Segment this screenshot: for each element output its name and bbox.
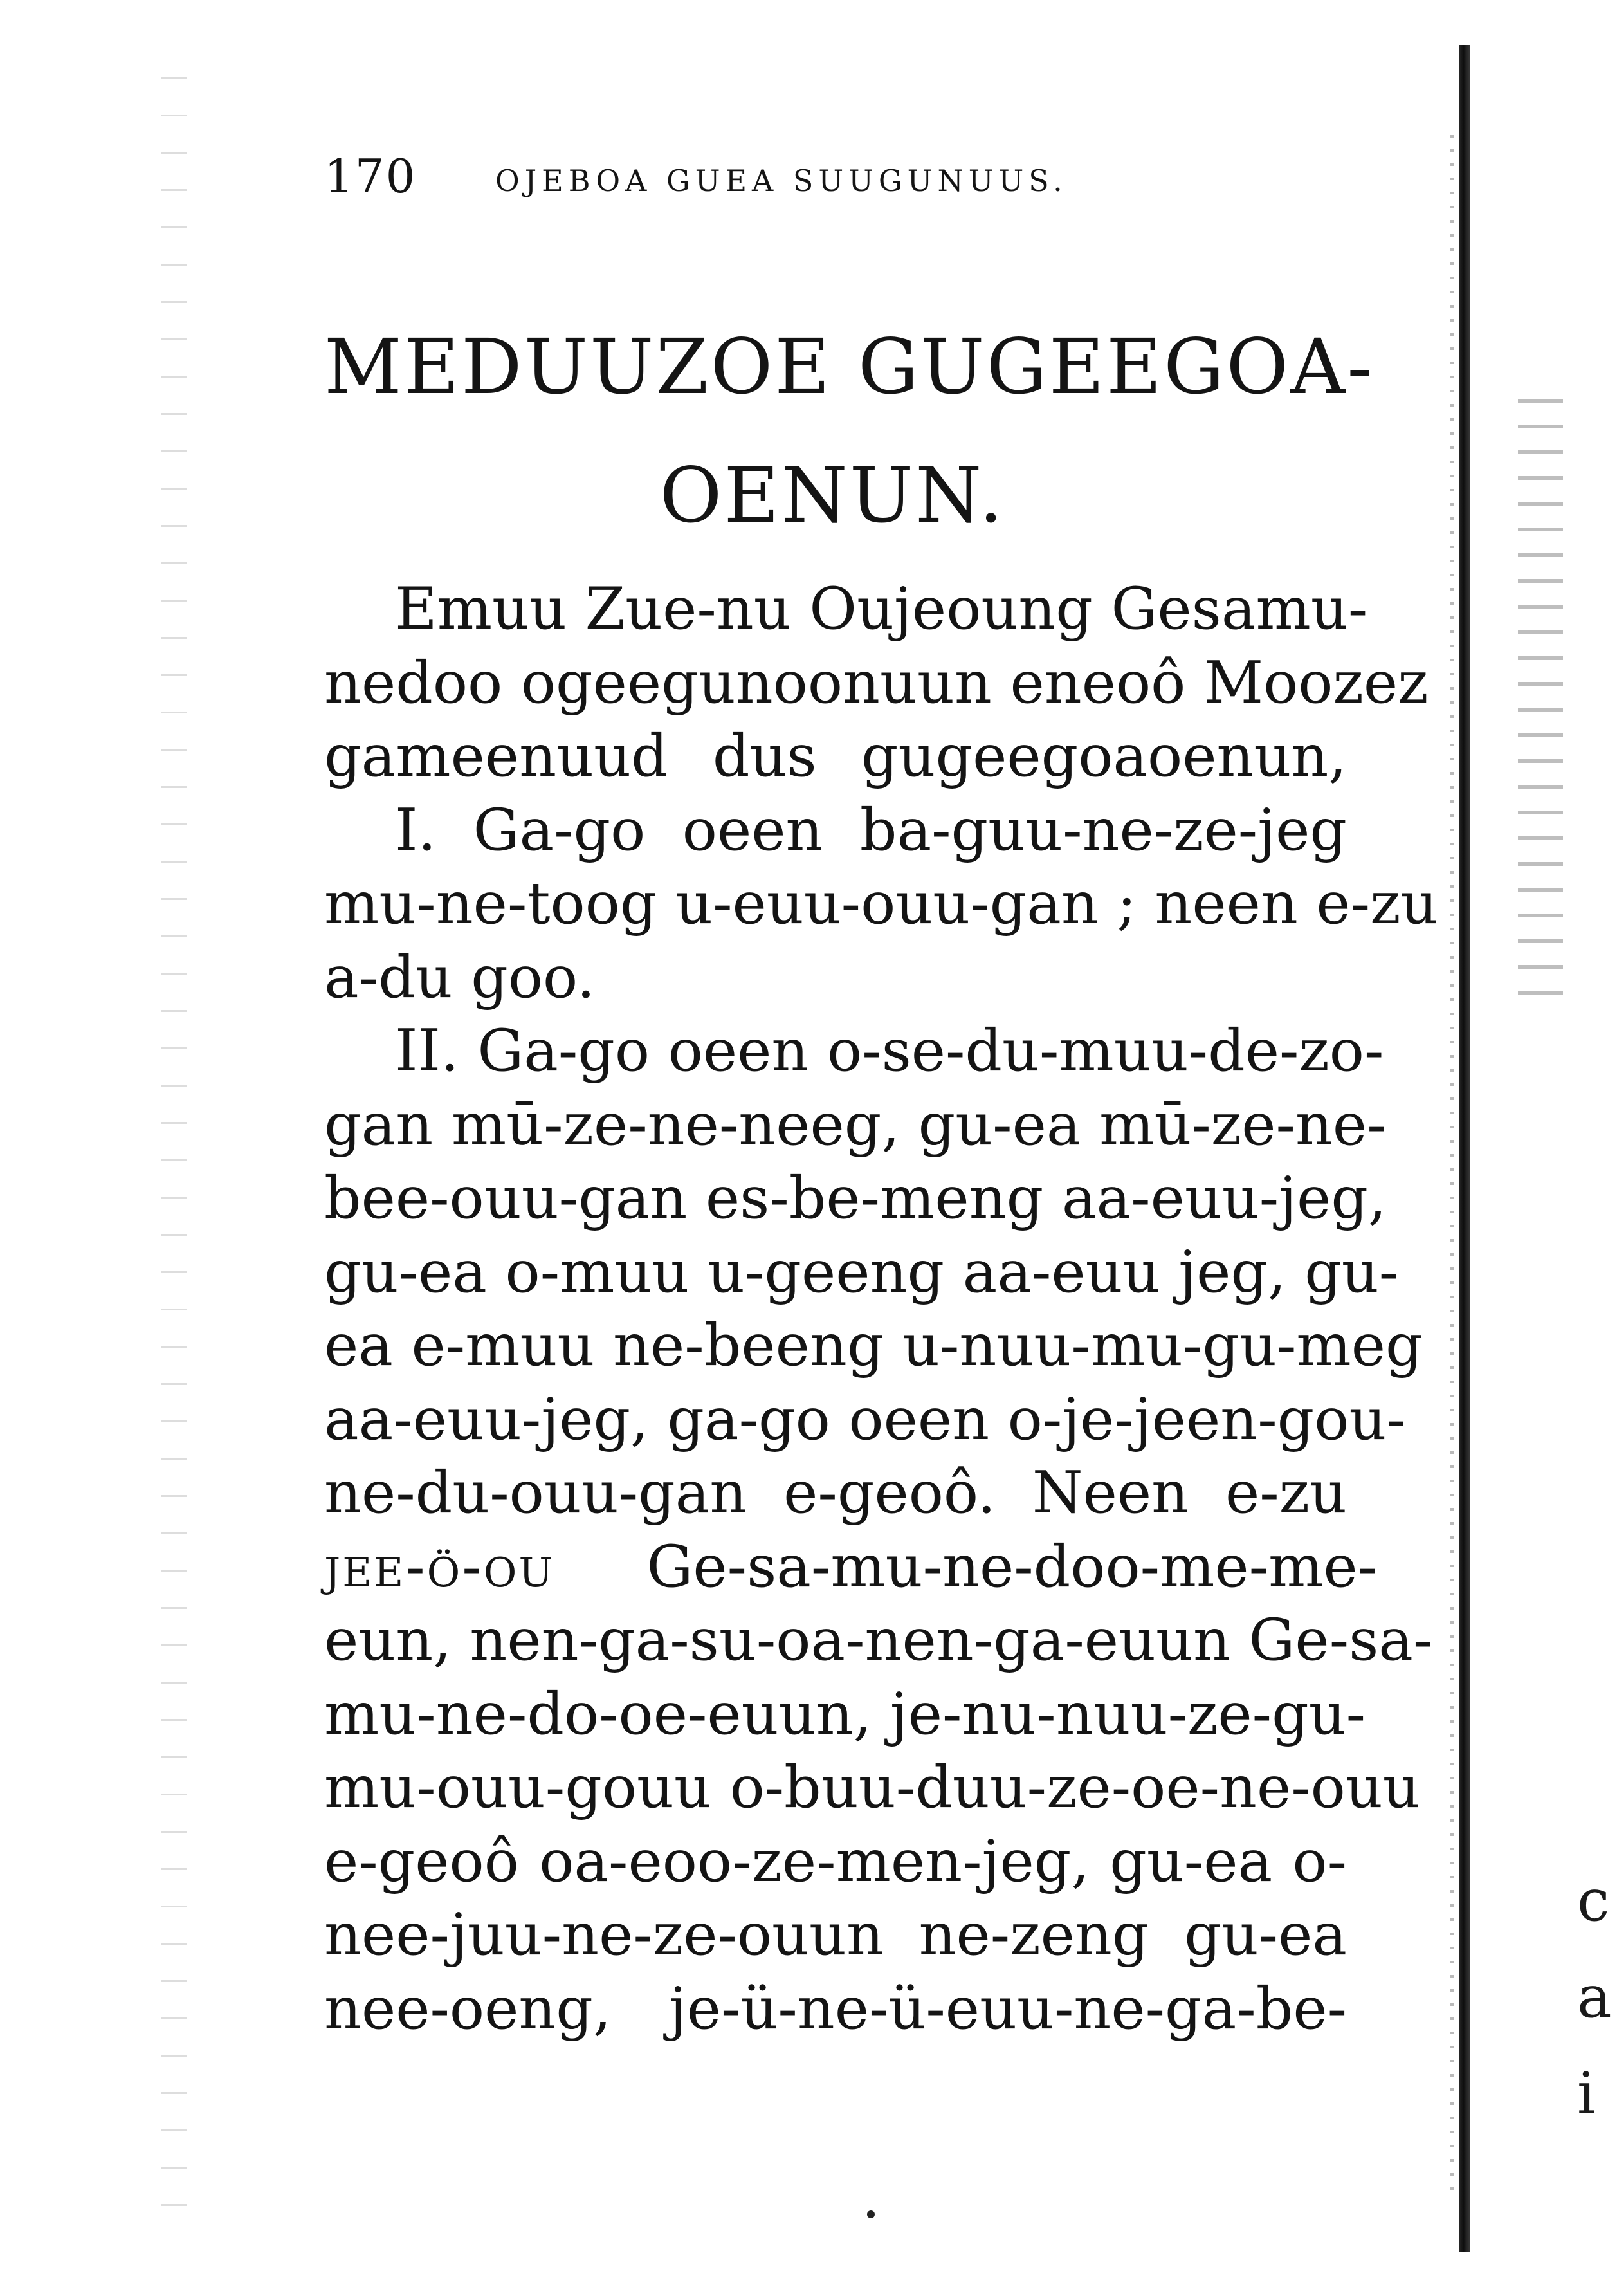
heading-line-2: OENUN. — [659, 451, 1005, 540]
scan-edge-marks — [1518, 399, 1563, 1016]
text-line: I. Ga-go oeen ba-guu-ne-ze-jeg — [395, 796, 1347, 864]
text-line: Emuu Zue-nu Oujeoung Gesamu- — [395, 575, 1368, 643]
text-line: ea e-muu ne-beeng u-nuu-mu-gu-meg — [324, 1312, 1423, 1379]
text-line: aa-euu-jeg, ga-go oeen o-je-jeen-gou- — [324, 1385, 1406, 1453]
text-line: gan mū-ze-ne-neeg, gu-ea mū-ze-ne- — [324, 1090, 1387, 1159]
text-line: nee-oeng, je-ü-ne-ü-euu-ne-ga-be- — [324, 1974, 1347, 2043]
text-line: nedoo ogeegunoonuun eneoô Moozez — [324, 648, 1429, 717]
text-line: e-geoô oa-eoo-ze-men-jeg, gu-ea o- — [324, 1827, 1347, 1895]
page-number: 170 — [324, 149, 417, 203]
text-line: II. Ga-go oeen o-se-du-muu-de-zo- — [395, 1017, 1384, 1085]
text-line: eun, nen-ga-su-oa-nen-ga-euun Ge-sa- — [324, 1606, 1433, 1674]
text-line: bee-ouu-gan es-be-meng aa-euu-jeg, — [324, 1164, 1387, 1232]
binding-shadow — [1459, 45, 1470, 2252]
text-line: ne-du-ouu-gan e-geoô. Neen e-zu — [324, 1459, 1347, 1527]
running-header — [324, 149, 1353, 220]
text-line: gu-ea o-muu u-geeng aa-euu jeg, gu- — [324, 1238, 1399, 1306]
text-line: mu-ouu-gouu o-buu-duu-ze-oe-ne-ouu — [324, 1754, 1420, 1821]
text-line: nee-juu-ne-ze-ouun ne-zeng gu-ea — [324, 1901, 1347, 1969]
edge-letter: a — [1577, 1963, 1612, 2031]
text-line: mu-ne-toog u-euu-ouu-gan ; neen e-zu — [324, 870, 1438, 937]
facing-page-edge-letters — [1577, 1853, 1612, 2142]
ink-dot — [867, 2210, 875, 2218]
smallcaps-word: jee-ö-ou — [324, 1532, 555, 1601]
body-text — [324, 573, 1438, 2046]
section-heading — [324, 302, 1375, 560]
text-line: gameenuud dus gugeegoaoenun, — [324, 722, 1347, 790]
text-line-with-smallcaps — [324, 1530, 1378, 1604]
edge-letter: i — [1577, 2060, 1596, 2127]
edge-letter: c — [1577, 1867, 1610, 1934]
text-line: mu-ne-do-oe-euun, je-nu-nuu-ze-gu- — [324, 1680, 1366, 1748]
scan-specks — [161, 77, 187, 2213]
running-title: OJEBOA GUEA SUUGUNUUS. — [495, 163, 1068, 198]
text-line: a-du goo. — [324, 943, 596, 1011]
heading-line-1: MEDUUZOE GUGEEGOA- — [324, 322, 1375, 411]
text-line-rest: Ge-sa-mu-ne-doo-me-me- — [646, 1532, 1378, 1601]
